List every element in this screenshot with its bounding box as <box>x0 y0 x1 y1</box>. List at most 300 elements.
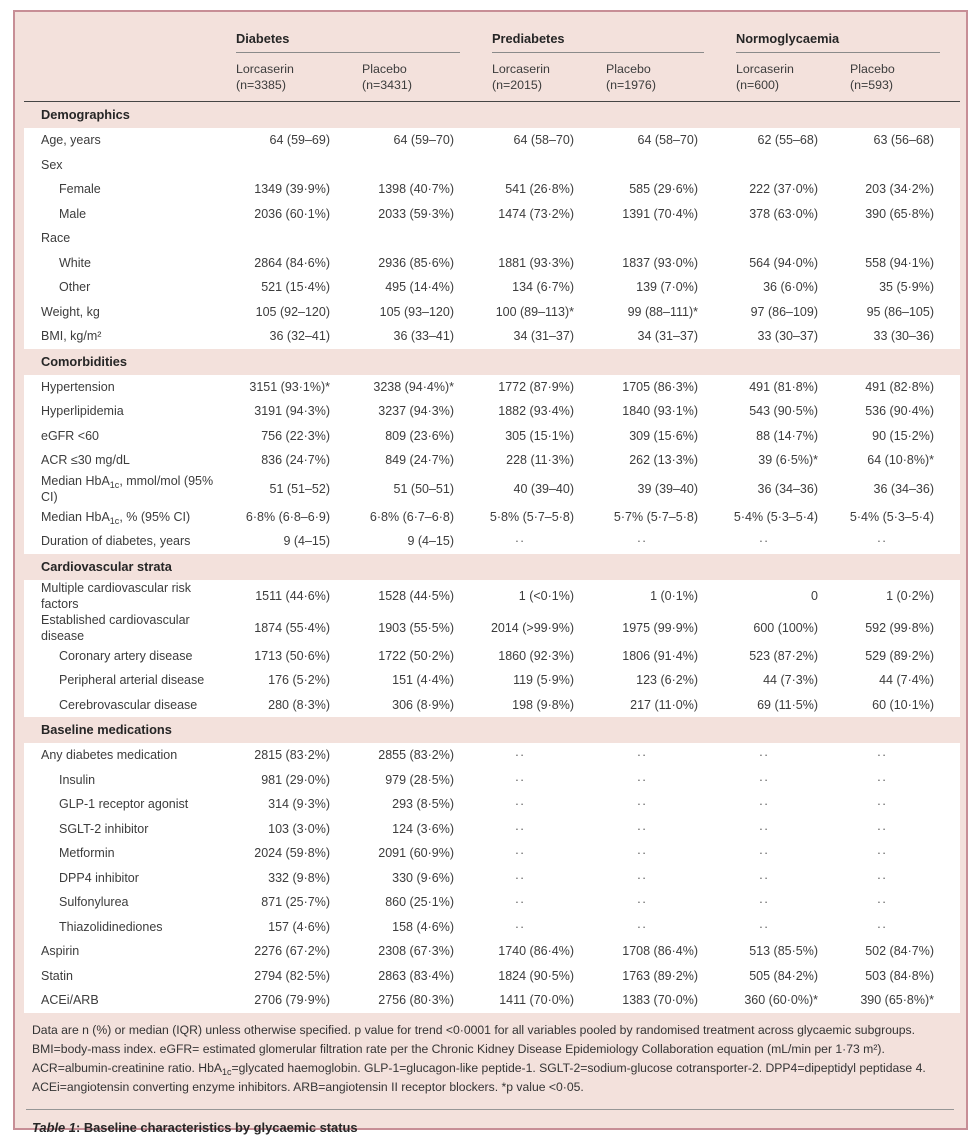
row-label: Race <box>24 226 236 251</box>
cell-value: 306 (8·9%) <box>356 693 480 718</box>
cell-value: 99 (88–111)* <box>600 300 724 325</box>
cell-value: 151 (4·4%) <box>356 668 480 693</box>
row-label: Any diabetes medication <box>24 743 236 768</box>
cell-value: 64 (59–69) <box>236 128 356 153</box>
row-label: Multiple cardiovascular risk factors <box>24 580 236 612</box>
table-card <box>13 10 968 1135</box>
row-label: White <box>24 251 236 276</box>
cell-value: 33 (30–36) <box>844 324 960 349</box>
table-row <box>24 226 960 251</box>
cell-value: 293 (8·5%) <box>356 792 480 817</box>
row-label: Hyperlipidemia <box>24 399 236 424</box>
missing-data-marker: ·· <box>724 890 844 915</box>
cell-value: 529 (89·2%) <box>844 644 960 669</box>
cell-value: 1903 (55·5%) <box>356 612 480 644</box>
row-label: Weight, kg <box>24 300 236 325</box>
cell-value: 979 (28·5%) <box>356 768 480 793</box>
missing-data-marker: ·· <box>600 890 724 915</box>
cell-value: 39 (39–40) <box>600 473 724 505</box>
sample-size: (n=3431) <box>362 78 412 92</box>
cell-value: 564 (94·0%) <box>724 251 844 276</box>
cell-value: 63 (56–68) <box>844 128 960 153</box>
cell-value: 5·4% (5·3–5·4) <box>844 505 960 530</box>
row-label: BMI, kg/m² <box>24 324 236 349</box>
cell-value: 1824 (90·5%) <box>480 964 600 989</box>
cell-value: 1 (0·2%) <box>844 580 960 612</box>
table-row <box>24 988 960 1013</box>
table-row <box>24 324 960 349</box>
cell-value: 1 (0·1%) <box>600 580 724 612</box>
missing-data-marker: ·· <box>844 866 960 891</box>
cell-value: 2756 (80·3%) <box>356 988 480 1013</box>
empty-cell <box>480 153 600 178</box>
table-row <box>24 251 960 276</box>
cell-value: 280 (8·3%) <box>236 693 356 718</box>
cell-value: 0 <box>724 580 844 612</box>
table-row <box>24 505 960 530</box>
footnote-line: Data are n (%) or median (IQR) unless otherwise specified. p value for trend <0·0001 for all variables pooled by randomised treatment across glycaemic subgroups. <box>32 1022 916 1037</box>
row-label: Male <box>24 202 236 227</box>
cell-value: 64 (58–70) <box>600 128 724 153</box>
cell-value: 217 (11·0%) <box>600 693 724 718</box>
cell-value: 5·4% (5·3–5·4) <box>724 505 844 530</box>
table-row <box>24 890 960 915</box>
cell-value: 1 (<0·1%) <box>480 580 600 612</box>
cell-value: 1763 (89·2%) <box>600 964 724 989</box>
sample-size: (n=593) <box>850 78 894 92</box>
cell-value: 536 (90·4%) <box>844 399 960 424</box>
cell-value: 1511 (44·6%) <box>236 580 356 612</box>
cell-value: 64 (58–70) <box>480 128 600 153</box>
cell-value: 90 (15·2%) <box>844 424 960 449</box>
missing-data-marker: ·· <box>480 890 600 915</box>
cell-value: 305 (15·1%) <box>480 424 600 449</box>
row-label: GLP-1 receptor agonist <box>24 792 236 817</box>
missing-data-marker: ·· <box>480 768 600 793</box>
cell-value: 981 (29·0%) <box>236 768 356 793</box>
cell-value: 871 (25·7%) <box>236 890 356 915</box>
cell-value: 390 (65·8%)* <box>844 988 960 1013</box>
row-label: Other <box>24 275 236 300</box>
cell-value: 9 (4–15) <box>236 529 356 554</box>
table-row <box>24 939 960 964</box>
cell-value: 360 (60·0%)* <box>724 988 844 1013</box>
table-caption <box>24 1110 956 1135</box>
section-header-row-cardiovascular-strata <box>24 554 960 580</box>
cell-value: 1708 (86·4%) <box>600 939 724 964</box>
section-header-row-comorbidities <box>24 349 960 375</box>
cell-value: 502 (84·7%) <box>844 939 960 964</box>
missing-data-marker: ·· <box>480 743 600 768</box>
section-title: Comorbidities <box>41 353 128 369</box>
cell-value: 3151 (93·1%)* <box>236 375 356 400</box>
missing-data-marker: ·· <box>724 866 844 891</box>
row-label-header <box>24 53 236 102</box>
missing-data-marker: ·· <box>480 915 600 940</box>
empty-cell <box>236 226 356 251</box>
cell-value: 34 (31–37) <box>600 324 724 349</box>
missing-data-marker: ·· <box>480 817 600 842</box>
empty-cell <box>844 226 960 251</box>
cell-value: 1349 (39·9%) <box>236 177 356 202</box>
row-label: DPP4 inhibitor <box>24 866 236 891</box>
cell-value: 1860 (92·3%) <box>480 644 600 669</box>
missing-data-marker: ·· <box>844 792 960 817</box>
row-label: Duration of diabetes, years <box>24 529 236 554</box>
column-header-normoglycaemia-lorcaserin <box>724 53 844 102</box>
cell-value: 2815 (83·2%) <box>236 743 356 768</box>
empty-cell <box>356 153 480 178</box>
empty-cell <box>724 153 844 178</box>
cell-value: 2706 (79·9%) <box>236 988 356 1013</box>
row-label: Thiazolidinediones <box>24 915 236 940</box>
missing-data-marker: ·· <box>724 817 844 842</box>
cell-value: 3238 (94·4%)* <box>356 375 480 400</box>
section-header-row-demographics <box>24 102 960 129</box>
missing-data-marker: ·· <box>480 792 600 817</box>
table-row <box>24 841 960 866</box>
column-header-diabetes-placebo <box>356 53 480 102</box>
cell-value: 1722 (50·2%) <box>356 644 480 669</box>
table-row <box>24 375 960 400</box>
cell-value: 503 (84·8%) <box>844 964 960 989</box>
cell-value: 809 (23·6%) <box>356 424 480 449</box>
cell-value: 60 (10·1%) <box>844 693 960 718</box>
table-row <box>24 424 960 449</box>
cell-value: 228 (11·3%) <box>480 448 600 473</box>
table-row <box>24 668 960 693</box>
cell-value: 2308 (67·3%) <box>356 939 480 964</box>
missing-data-marker: ·· <box>724 529 844 554</box>
table-row <box>24 529 960 554</box>
missing-data-marker: ·· <box>600 817 724 842</box>
cell-value: 44 (7·4%) <box>844 668 960 693</box>
row-label: eGFR <60 <box>24 424 236 449</box>
cell-value: 88 (14·7%) <box>724 424 844 449</box>
cell-value: 330 (9·6%) <box>356 866 480 891</box>
cell-value: 64 (10·8%)* <box>844 448 960 473</box>
cell-value: 2855 (83·2%) <box>356 743 480 768</box>
footnote-line: BMI=body-mass index. eGFR= estimated glomerular filtration rate per the Chronic Kidney Disease Epidemiology Collaboration equation (mL/min per 1·73 m²). <box>32 1041 885 1056</box>
cell-value: 1975 (99·9%) <box>600 612 724 644</box>
missing-data-marker: ·· <box>600 866 724 891</box>
cell-value: 558 (94·1%) <box>844 251 960 276</box>
cell-value: 33 (30–37) <box>724 324 844 349</box>
cell-value: 541 (26·8%) <box>480 177 600 202</box>
missing-data-marker: ·· <box>600 915 724 940</box>
cell-value: 6·8% (6·8–6·9) <box>236 505 356 530</box>
missing-data-marker: ·· <box>844 841 960 866</box>
column-header-prediabetes-lorcaserin <box>480 53 600 102</box>
cell-value: 521 (15·4%) <box>236 275 356 300</box>
sample-size: (n=2015) <box>492 78 542 92</box>
baseline-characteristics-table <box>24 22 960 1013</box>
cell-value: 860 (25·1%) <box>356 890 480 915</box>
table-row <box>24 817 960 842</box>
table-row <box>24 866 960 891</box>
table-row <box>24 399 960 424</box>
row-label: Coronary artery disease <box>24 644 236 669</box>
missing-data-marker: ·· <box>724 792 844 817</box>
cell-value: 157 (4·6%) <box>236 915 356 940</box>
cell-value: 1837 (93·0%) <box>600 251 724 276</box>
cell-value: 756 (22·3%) <box>236 424 356 449</box>
missing-data-marker: ·· <box>844 890 960 915</box>
cell-value: 505 (84·2%) <box>724 964 844 989</box>
cell-value: 36 (34–36) <box>724 473 844 505</box>
cell-value: 495 (14·4%) <box>356 275 480 300</box>
missing-data-marker: ·· <box>480 841 600 866</box>
cell-value: 36 (33–41) <box>356 324 480 349</box>
cell-value: 1705 (86·3%) <box>600 375 724 400</box>
cell-value: 2091 (60·9%) <box>356 841 480 866</box>
cell-value: 40 (39–40) <box>480 473 600 505</box>
cell-value: 2794 (82·5%) <box>236 964 356 989</box>
row-label: Cerebrovascular disease <box>24 693 236 718</box>
cell-value: 2014 (>99·9%) <box>480 612 600 644</box>
table-row <box>24 693 960 718</box>
cell-value: 124 (3·6%) <box>356 817 480 842</box>
sample-size: (n=3385) <box>236 78 286 92</box>
missing-data-marker: ·· <box>844 915 960 940</box>
cell-value: 491 (82·8%) <box>844 375 960 400</box>
section-title: Baseline medications <box>41 722 172 737</box>
table-row <box>24 644 960 669</box>
row-label: Median HbA$_{1c}$, mmol/mol (95% CI) <box>24 473 236 505</box>
table-row <box>24 128 960 153</box>
missing-data-marker: ·· <box>844 768 960 793</box>
cell-value: 2024 (59·8%) <box>236 841 356 866</box>
cell-value: 1874 (55·4%) <box>236 612 356 644</box>
cell-value: 585 (29·6%) <box>600 177 724 202</box>
column-header-normoglycaemia-placebo <box>844 53 960 102</box>
missing-data-marker: ·· <box>724 768 844 793</box>
table-row <box>24 743 960 768</box>
row-label: ACEi/ARB <box>24 988 236 1013</box>
table-row <box>24 448 960 473</box>
table-row <box>24 153 960 178</box>
cell-value: 222 (37·0%) <box>724 177 844 202</box>
cell-value: 2276 (67·2%) <box>236 939 356 964</box>
cell-value: 2864 (84·6%) <box>236 251 356 276</box>
cell-value: 5·8% (5·7–5·8) <box>480 505 600 530</box>
column-group-row <box>24 22 960 53</box>
cell-value: 600 (100%) <box>724 612 844 644</box>
cell-value: 543 (90·5%) <box>724 399 844 424</box>
cell-value: 1398 (40·7%) <box>356 177 480 202</box>
missing-data-marker: ·· <box>480 866 600 891</box>
cell-value: 491 (81·8%) <box>724 375 844 400</box>
cell-value: 69 (11·5%) <box>724 693 844 718</box>
row-label: Sex <box>24 153 236 178</box>
row-label: Female <box>24 177 236 202</box>
group-label: Diabetes <box>236 31 460 53</box>
row-label: Metformin <box>24 841 236 866</box>
cell-value: 1840 (93·1%) <box>600 399 724 424</box>
cell-value: 523 (87·2%) <box>724 644 844 669</box>
row-label: Established cardiovascular disease <box>24 612 236 644</box>
arm-label: Placebo <box>362 62 407 76</box>
cell-value: 158 (4·6%) <box>356 915 480 940</box>
cell-value: 309 (15·6%) <box>600 424 724 449</box>
cell-value: 3191 (94·3%) <box>236 399 356 424</box>
arm-label: Lorcaserin <box>736 62 794 76</box>
row-label: Aspirin <box>24 939 236 964</box>
table-row <box>24 202 960 227</box>
missing-data-marker: ·· <box>844 743 960 768</box>
column-subheader-row <box>24 53 960 102</box>
cell-value: 1772 (87·9%) <box>480 375 600 400</box>
cell-value: 390 (65·8%) <box>844 202 960 227</box>
footnote-line: ACR=albumin-creatinine ratio. HbA$_{1c}$=glycated haemoglobin. GLP-1=glucagon-like peptide-1. SGLT-2=sodium-glucose cotransporter-2. DPP4=dipeptidyl peptidase 4. <box>32 1060 926 1077</box>
column-header-prediabetes-placebo <box>600 53 724 102</box>
cell-value: 2036 (60·1%) <box>236 202 356 227</box>
cell-value: 36 (34–36) <box>844 473 960 505</box>
cell-value: 2936 (85·6%) <box>356 251 480 276</box>
section-title: Demographics <box>41 107 130 122</box>
missing-data-marker: ·· <box>724 743 844 768</box>
cell-value: 332 (9·8%) <box>236 866 356 891</box>
cell-value: 6·8% (6·7–6·8) <box>356 505 480 530</box>
table-row <box>24 473 960 505</box>
cell-value: 139 (7·0%) <box>600 275 724 300</box>
missing-data-marker: ·· <box>600 529 724 554</box>
cell-value: 1474 (73·2%) <box>480 202 600 227</box>
table-number: Table 1 <box>32 1119 76 1135</box>
cell-value: 1391 (70·4%) <box>600 202 724 227</box>
cell-value: 62 (55–68) <box>724 128 844 153</box>
table-row <box>24 768 960 793</box>
empty-cell <box>724 226 844 251</box>
empty-cell <box>236 153 356 178</box>
missing-data-marker: ·· <box>724 915 844 940</box>
cell-value: 1882 (93·4%) <box>480 399 600 424</box>
cell-value: 262 (13·3%) <box>600 448 724 473</box>
cell-value: 9 (4–15) <box>356 529 480 554</box>
row-label: ACR ≤30 mg/dL <box>24 448 236 473</box>
cell-value: 513 (85·5%) <box>724 939 844 964</box>
arm-label: Placebo <box>606 62 651 76</box>
missing-data-marker: ·· <box>600 768 724 793</box>
missing-data-marker: ·· <box>600 841 724 866</box>
table-row <box>24 177 960 202</box>
cell-value: 35 (5·9%) <box>844 275 960 300</box>
missing-data-marker: ·· <box>724 841 844 866</box>
cell-value: 105 (92–120) <box>236 300 356 325</box>
cell-value: 1411 (70·0%) <box>480 988 600 1013</box>
cell-value: 314 (9·3%) <box>236 792 356 817</box>
cell-value: 836 (24·7%) <box>236 448 356 473</box>
group-label: Normoglycaemia <box>736 31 940 53</box>
cell-value: 1881 (93·3%) <box>480 251 600 276</box>
cell-value: 2033 (59·3%) <box>356 202 480 227</box>
cell-value: 51 (50–51) <box>356 473 480 505</box>
cell-value: 134 (6·7%) <box>480 275 600 300</box>
group-label: Prediabetes <box>492 31 704 53</box>
arm-label: Lorcaserin <box>236 62 294 76</box>
cell-value: 105 (93–120) <box>356 300 480 325</box>
arm-label: Lorcaserin <box>492 62 550 76</box>
missing-data-marker: ·· <box>844 529 960 554</box>
section-header-row-baseline-medications <box>24 717 960 743</box>
cell-value: 34 (31–37) <box>480 324 600 349</box>
cell-value: 97 (86–109) <box>724 300 844 325</box>
row-label: Insulin <box>24 768 236 793</box>
table-row <box>24 915 960 940</box>
corner-cell <box>24 22 236 53</box>
column-header-diabetes-lorcaserin <box>236 53 356 102</box>
cell-value: 3237 (94·3%) <box>356 399 480 424</box>
row-label: Median HbA$_{1c}$, % (95% CI) <box>24 505 236 530</box>
missing-data-marker: ·· <box>600 792 724 817</box>
footnote-line: ACEi=angiotensin converting enzyme inhibitors. ARB=angiotensin II receptor blockers. *p value <0·05. <box>32 1079 584 1094</box>
arm-label: Placebo <box>850 62 895 76</box>
cell-value: 103 (3·0%) <box>236 817 356 842</box>
empty-cell <box>844 153 960 178</box>
group-header-prediabetes <box>480 22 724 53</box>
table-row <box>24 300 960 325</box>
empty-cell <box>600 153 724 178</box>
table-row <box>24 612 960 644</box>
missing-data-marker: ·· <box>480 529 600 554</box>
cell-value: 36 (6·0%) <box>724 275 844 300</box>
group-header-normoglycaemia <box>724 22 960 53</box>
sample-size: (n=1976) <box>606 78 656 92</box>
row-label: Hypertension <box>24 375 236 400</box>
cell-value: 1806 (91·4%) <box>600 644 724 669</box>
cell-value: 378 (63·0%) <box>724 202 844 227</box>
missing-data-marker: ·· <box>844 817 960 842</box>
empty-cell <box>600 226 724 251</box>
cell-value: 1740 (86·4%) <box>480 939 600 964</box>
cell-value: 592 (99·8%) <box>844 612 960 644</box>
cell-value: 119 (5·9%) <box>480 668 600 693</box>
cell-value: 95 (86–105) <box>844 300 960 325</box>
empty-cell <box>480 226 600 251</box>
table-row <box>24 275 960 300</box>
cell-value: 36 (32–41) <box>236 324 356 349</box>
cell-value: 849 (24·7%) <box>356 448 480 473</box>
missing-data-marker: ·· <box>600 743 724 768</box>
section-title: Cardiovascular strata <box>41 558 172 574</box>
table-row <box>24 792 960 817</box>
cell-value: 44 (7·3%) <box>724 668 844 693</box>
sample-size: (n=600) <box>736 78 780 92</box>
row-label: Sulfonylurea <box>24 890 236 915</box>
caption-text: : Baseline characteristics by glycaemic status <box>75 1119 358 1135</box>
cell-value: 39 (6·5%)* <box>724 448 844 473</box>
cell-value: 1383 (70·0%) <box>600 988 724 1013</box>
cell-value: 2863 (83·4%) <box>356 964 480 989</box>
empty-cell <box>356 226 480 251</box>
row-label: SGLT-2 inhibitor <box>24 817 236 842</box>
cell-value: 123 (6·2%) <box>600 668 724 693</box>
cell-value: 64 (59–70) <box>356 128 480 153</box>
cell-value: 5·7% (5·7–5·8) <box>600 505 724 530</box>
cell-value: 51 (51–52) <box>236 473 356 505</box>
cell-value: 203 (34·2%) <box>844 177 960 202</box>
cell-value: 198 (9·8%) <box>480 693 600 718</box>
cell-value: 1528 (44·5%) <box>356 580 480 612</box>
row-label: Age, years <box>24 128 236 153</box>
table-footnote <box>24 1021 956 1097</box>
cell-value: 100 (89–113)* <box>480 300 600 325</box>
row-label: Peripheral arterial disease <box>24 668 236 693</box>
table-row <box>24 964 960 989</box>
cell-value: 176 (5·2%) <box>236 668 356 693</box>
cell-value: 1713 (50·6%) <box>236 644 356 669</box>
row-label: Statin <box>24 964 236 989</box>
